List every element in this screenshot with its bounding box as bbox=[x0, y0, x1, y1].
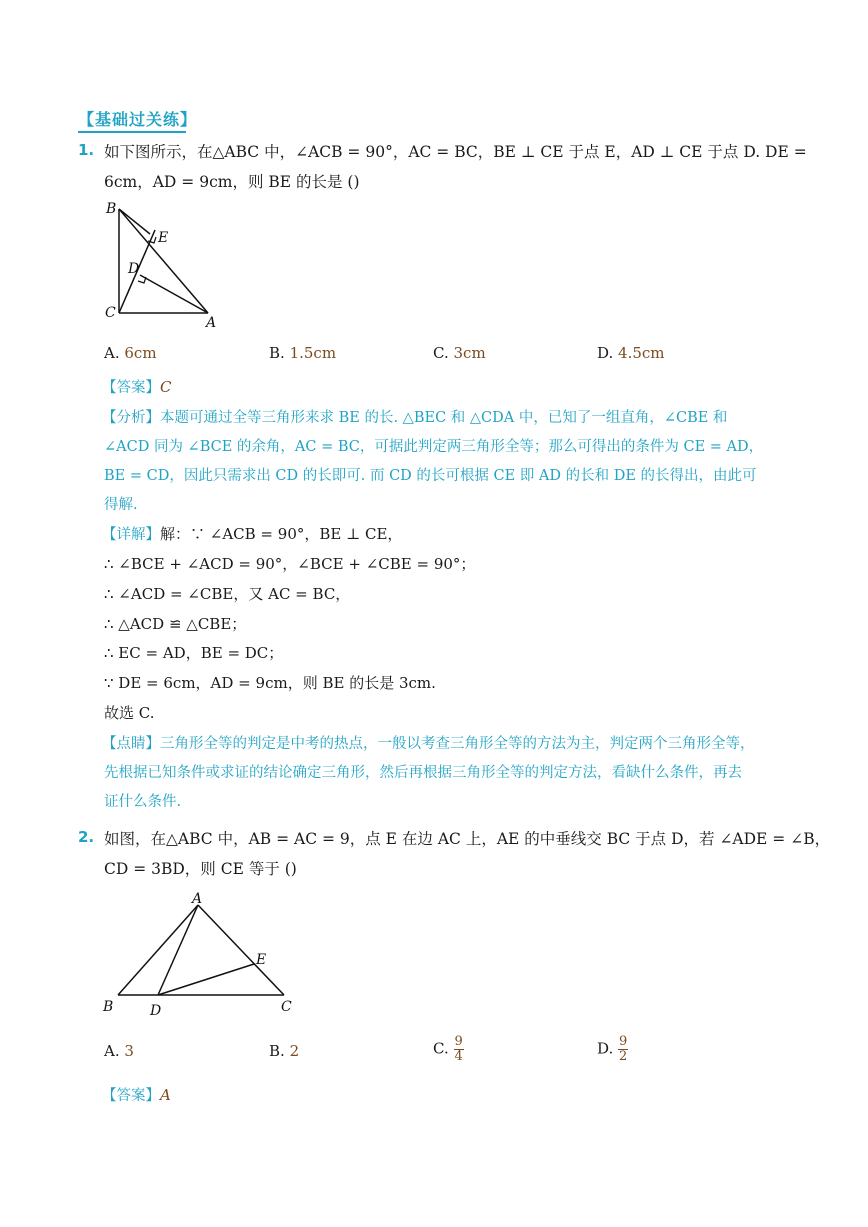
q1-detail-line4: ∴ △ACD ≌ △CBE； bbox=[104, 615, 247, 633]
q2-figure-label-e: E bbox=[256, 952, 267, 968]
q1-figure-label-e: E bbox=[158, 230, 169, 246]
q2-option-d bbox=[597, 1035, 628, 1064]
q1-comment-line1 bbox=[102, 732, 755, 753]
q1-comment-line2: 先根据已知条件或求证的结论确定三角形，然后再根据三角形全等的判定方法，看缺什么条件，再去 bbox=[104, 765, 742, 781]
q2-figure-line-ac bbox=[198, 905, 284, 995]
q1-analysis-line3: BE = CD，因此只需求出 CD 的长即可. 而 CD 的长可根据 CE 即 AD 的长和 DE 的长得出，由此可 bbox=[104, 468, 757, 484]
q2-option-c-key: C. bbox=[433, 1039, 449, 1058]
q1-figure-line-ad bbox=[140, 275, 208, 313]
q1-analysis-line2: ∠ACD 同为 ∠BCE 的余角，AC = BC，可据此判定两三角形全等；那么可得出的条件为 CE = AD， bbox=[104, 439, 764, 455]
q1-figure-label-c: C bbox=[105, 305, 116, 321]
q1-analysis-text1: 本题可通过全等三角形来求 BE 的长. △BEC 和 △CDA 中，已知了一组直角，∠CBE 和 bbox=[160, 410, 728, 426]
q2-answer-value: A bbox=[160, 1086, 171, 1104]
q1-detail-line3: ∴ ∠ACD = ∠CBE，又 AC = BC， bbox=[104, 585, 351, 603]
q2-figure-label-b: B bbox=[103, 999, 114, 1015]
q1-comment-line3: 证什么条件. bbox=[104, 794, 182, 810]
q1-option-d-key: D. bbox=[597, 344, 614, 362]
q1-detail-line2: ∴ ∠BCE + ∠ACD = 90°，∠BCE + ∠CBE = 90°； bbox=[104, 555, 476, 573]
q1-detail-line1 bbox=[102, 523, 402, 544]
q1-analysis-line4: 得解. bbox=[104, 497, 138, 513]
q1-option-a-key: A. bbox=[104, 344, 120, 362]
q2-option-a bbox=[104, 1042, 134, 1060]
q1-answer-tag: 【答案】 bbox=[102, 380, 160, 396]
q1-figure-label-d: D bbox=[128, 261, 140, 277]
q1-option-d bbox=[597, 344, 665, 362]
q1-text-line1: 如下图所示，在△ABC 中，∠ACB = 90°，AC = BC，BE ⊥ CE 于点 E，AD ⊥ CE 于点 D. DE = bbox=[104, 143, 807, 161]
q2-option-c-denominator: 4 bbox=[454, 1049, 463, 1064]
q1-figure-line-be bbox=[119, 209, 150, 234]
q2-option-b-key: B. bbox=[269, 1042, 285, 1060]
section-title: 【基础过关练】 bbox=[78, 110, 198, 129]
q1-option-c-value: 3cm bbox=[453, 344, 486, 362]
q1-option-b-key: B. bbox=[269, 344, 285, 362]
q1-answer-value: C bbox=[160, 378, 172, 396]
q2-option-d-numerator: 9 bbox=[619, 1034, 628, 1049]
q2-figure-label-a: A bbox=[192, 891, 203, 907]
q2-figure-line-de bbox=[158, 964, 254, 995]
q2-option-a-value: 3 bbox=[124, 1042, 134, 1060]
q1-answer bbox=[102, 376, 171, 397]
q1-detail-line7: 故选 C. bbox=[104, 704, 155, 722]
q1-analysis-tag: 【分析】 bbox=[102, 410, 160, 426]
q2-option-c-fraction bbox=[454, 1035, 464, 1064]
q1-option-c bbox=[433, 344, 486, 362]
q2-number: 2. bbox=[78, 828, 95, 846]
q1-detail-text1: 解：∵ ∠ACB = 90°，BE ⊥ CE， bbox=[160, 525, 403, 543]
q1-detail-line5: ∴ EC = AD，BE = DC； bbox=[104, 644, 284, 662]
q2-option-b-value: 2 bbox=[289, 1042, 300, 1060]
q1-option-a bbox=[104, 344, 157, 362]
q1-option-c-key: C. bbox=[433, 344, 449, 362]
q2-option-a-key: A. bbox=[104, 1042, 120, 1060]
q2-figure-line-ad bbox=[158, 905, 198, 995]
q1-option-b-value: 1.5cm bbox=[289, 344, 337, 362]
q2-figure-label-c: C bbox=[281, 999, 292, 1015]
q2-figure bbox=[98, 885, 308, 1025]
q2-answer-tag: 【答案】 bbox=[102, 1088, 160, 1104]
q1-text-line2: 6cm，AD = 9cm，则 BE 的长是 () bbox=[104, 173, 360, 191]
q2-option-d-denominator: 2 bbox=[619, 1049, 628, 1064]
q1-figure-label-b: B bbox=[106, 201, 117, 217]
q2-answer bbox=[102, 1084, 171, 1105]
section-title-underline bbox=[78, 131, 186, 133]
q2-option-b bbox=[269, 1042, 299, 1060]
q1-number: 1. bbox=[78, 141, 95, 159]
q1-option-b bbox=[269, 344, 336, 362]
q1-detail-tag: 【详解】 bbox=[102, 527, 160, 543]
q1-comment-tag: 【点睛】 bbox=[102, 736, 160, 752]
q2-option-d-key: D. bbox=[597, 1039, 614, 1058]
q2-figure-line-ab bbox=[118, 905, 198, 995]
q2-option-d-fraction bbox=[618, 1035, 628, 1064]
q1-comment-text1: 三角形全等的判定是中考的热点，一般以考查三角形全等的方法为主，判定两个三角形全等， bbox=[160, 736, 755, 752]
q1-detail-line6: ∵ DE = 6cm，AD = 9cm，则 BE 的长是 3cm. bbox=[104, 674, 436, 692]
q2-text-line2: CD = 3BD，则 CE 等于 () bbox=[104, 860, 297, 878]
q2-figure-label-d: D bbox=[150, 1003, 162, 1019]
q1-figure bbox=[100, 195, 230, 335]
q2-option-c bbox=[433, 1035, 464, 1064]
q1-figure-label-a: A bbox=[206, 315, 217, 331]
q1-analysis-line1 bbox=[102, 406, 727, 427]
q1-option-a-value: 6cm bbox=[124, 344, 157, 362]
q2-option-c-numerator: 9 bbox=[454, 1034, 463, 1049]
q1-option-d-value: 4.5cm bbox=[618, 344, 665, 362]
q2-text-line1: 如图，在△ABC 中，AB = AC = 9，点 E 在边 AC 上，AE 的中垂线交 BC 于点 D，若 ∠ADE = ∠B， bbox=[104, 830, 831, 848]
